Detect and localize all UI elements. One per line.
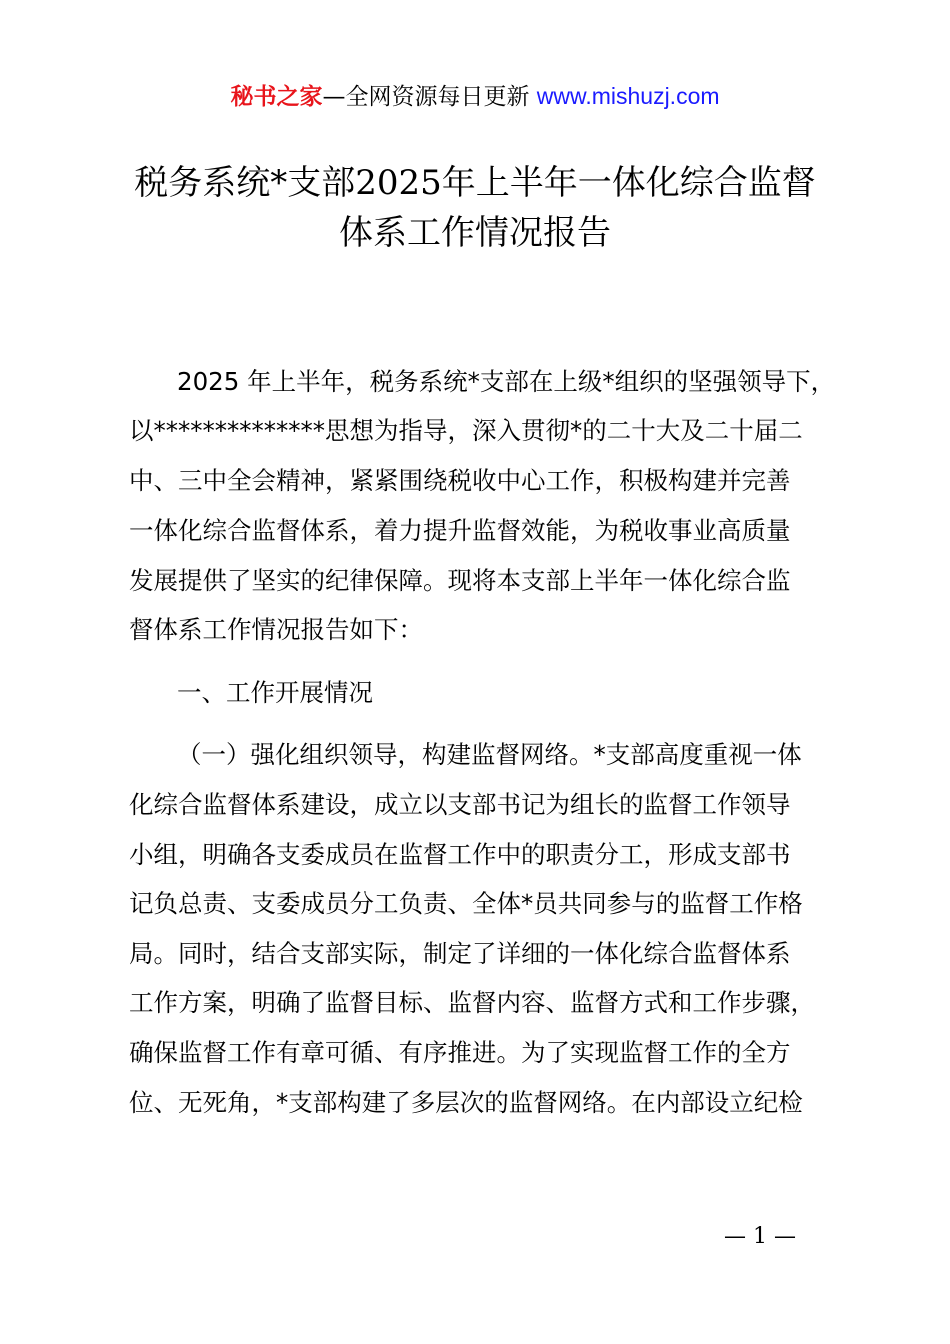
- brand-name: 秘书之家: [230, 84, 323, 110]
- banner-slogan: 全网资源每日更新: [345, 84, 530, 110]
- body-line: 化综合监督体系建设，成立以支部书记为组长的监督工作领导: [129, 790, 791, 819]
- body-line: 中、三中全会精神，紧紧围绕税收中心工作，积极构建并完善: [129, 466, 791, 495]
- body-line: （一）强化组织领导，构建监督网络。*支部高度重视一体: [177, 740, 802, 769]
- body-line: 2025 年上半年，税务系统*支部在上级*组织的坚强领导下，: [177, 367, 836, 396]
- title-line-1: 税务系统*支部2025年上半年一体化综合监督: [134, 163, 816, 203]
- site-banner: [0, 80, 950, 113]
- body-line: 督体系工作情况报告如下：: [129, 615, 423, 644]
- body-line: 局。同时，结合支部实际，制定了详细的一体化综合监督体系: [129, 939, 791, 968]
- body-line: 位、无死角，*支部构建了多层次的监督网络。在内部设立纪检: [129, 1088, 803, 1117]
- banner-dash: —: [322, 84, 346, 110]
- title-line-2: 体系工作情况报告: [339, 213, 611, 253]
- page-number: — 1 —: [724, 1224, 796, 1249]
- section-heading: 一、工作开展情况: [177, 678, 373, 707]
- body-line: 小组，明确各支委成员在监督工作中的职责分工，形成支部书: [129, 840, 791, 869]
- body-line: 以**************思想为指导，深入贯彻*的二十大及二十届二: [129, 416, 803, 445]
- body-line: 一体化综合监督体系，着力提升监督效能，为税收事业高质量: [129, 516, 791, 545]
- document-title: [0, 158, 950, 258]
- body-line: 记负总责、支委成员分工负责、全体*员共同参与的监督工作格: [129, 889, 803, 918]
- site-url[interactable]: www.mishuzj.com: [536, 83, 720, 109]
- body-line: 工作方案，明确了监督目标、监督内容、监督方式和工作步骤，: [129, 988, 815, 1017]
- body-line: 确保监督工作有章可循、有序推进。为了实现监督工作的全方: [129, 1038, 791, 1067]
- body-line: 发展提供了坚实的纪律保障。现将本支部上半年一体化综合监: [129, 566, 791, 595]
